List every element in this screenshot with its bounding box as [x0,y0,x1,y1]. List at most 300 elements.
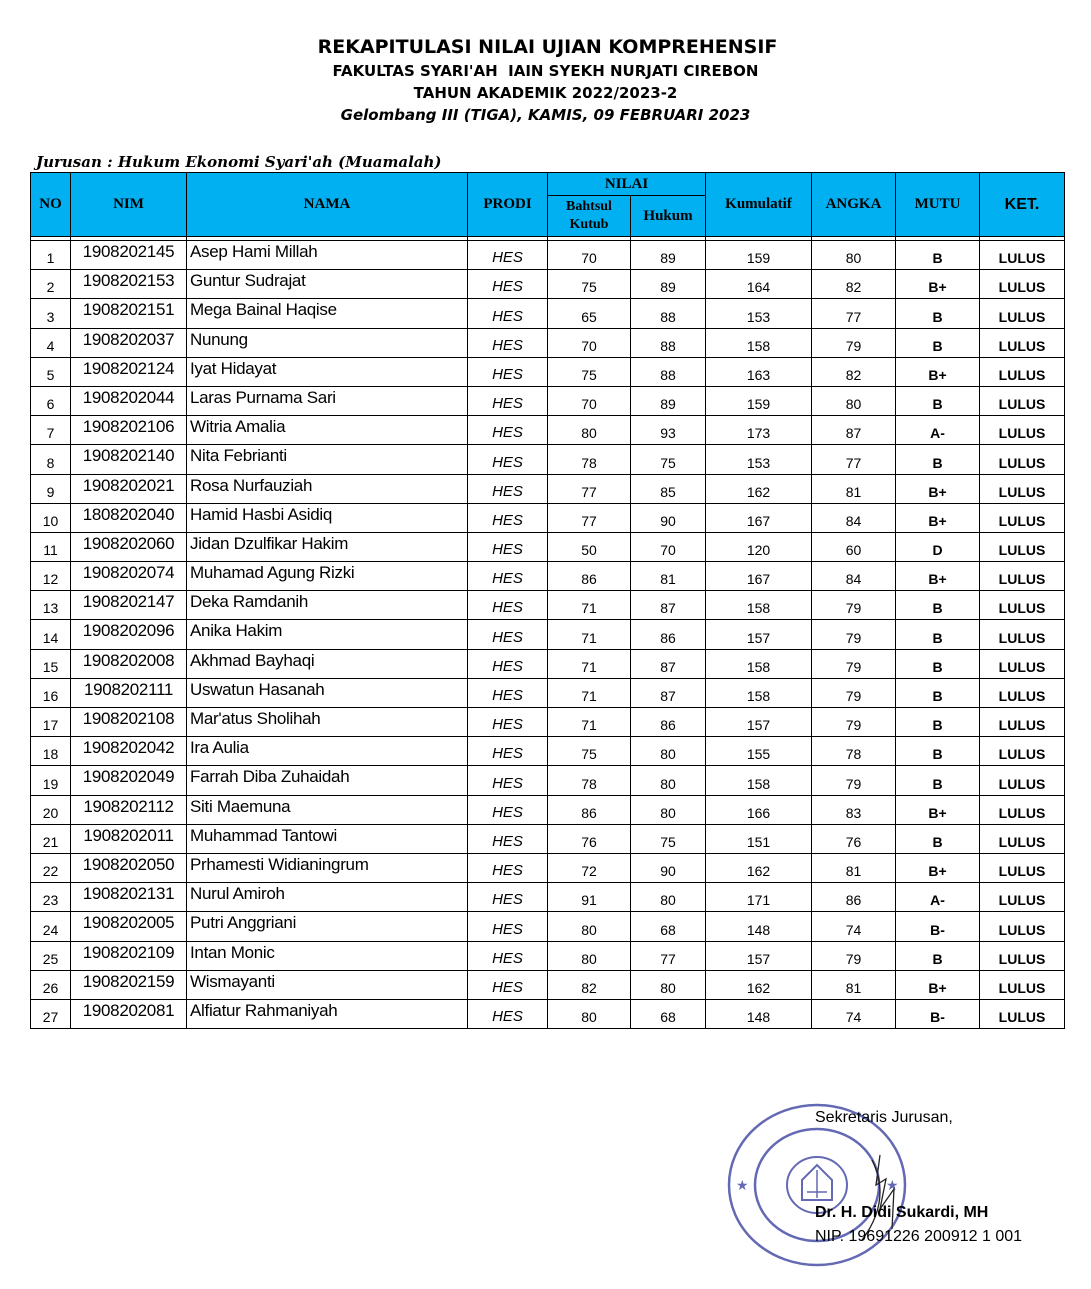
ket-cell: LULUS [980,678,1065,707]
nim-cell: 1908202050 [71,853,187,882]
ket-cell: LULUS [980,708,1065,737]
angka-cell: 74 [812,999,896,1028]
hukum-cell: 88 [631,299,706,328]
mutu-cell: B [896,649,980,678]
kumulatif-cell: 158 [706,328,812,357]
angka-cell: 83 [812,795,896,824]
angka-cell: 86 [812,883,896,912]
bahtsul-cell: 71 [548,620,631,649]
kumulatif-cell: 159 [706,241,812,270]
mutu-cell: B+ [896,853,980,882]
academic-year-line: TAHUN AKADEMIK 2022/2023-2 [413,84,678,102]
ket-cell: LULUS [980,445,1065,474]
hukum-cell: 89 [631,270,706,299]
kumulatif-cell: 153 [706,299,812,328]
prodi-cell: HES [468,912,548,941]
mutu-cell: B+ [896,357,980,386]
mutu-cell: B [896,766,980,795]
angka-cell: 84 [812,562,896,591]
mutu-cell: B+ [896,562,980,591]
hukum-cell: 89 [631,241,706,270]
angka-cell: 74 [812,912,896,941]
document-title: REKAPITULASI NILAI UJIAN KOMPREHENSIF [317,36,778,58]
angka-cell: 78 [812,737,896,766]
ket-cell: LULUS [980,270,1065,299]
mutu-cell: B+ [896,795,980,824]
prodi-cell: HES [468,445,548,474]
mutu-cell: B [896,678,980,707]
nim-cell: 1908202021 [71,474,187,503]
mutu-cell: B+ [896,970,980,999]
name-cell: Akhmad Bayhaqi [187,649,468,678]
name-cell: Mega Bainal Haqise [187,299,468,328]
angka-cell: 80 [812,241,896,270]
name-cell: Wismayanti [187,970,468,999]
hukum-cell: 87 [631,649,706,678]
prodi-cell: HES [468,678,548,707]
bahtsul-cell: 75 [548,357,631,386]
prodi-cell: HES [468,824,548,853]
kumulatif-cell: 151 [706,824,812,853]
prodi-cell: HES [468,357,548,386]
angka-cell: 79 [812,620,896,649]
table-row [31,241,1065,270]
hukum-cell: 75 [631,824,706,853]
name-cell: Muhammad Tantowi [187,824,468,853]
table-row [31,299,1065,328]
nim-cell: 1908202108 [71,708,187,737]
name-cell: Prhamesti Widianingrum [187,853,468,882]
kumulatif-cell: 155 [706,737,812,766]
col-nama: NAMA [187,173,468,237]
ket-cell: LULUS [980,416,1065,445]
grades-table [30,172,1065,1029]
prodi-cell: HES [468,941,548,970]
name-cell: Laras Purnama Sari [187,386,468,415]
mutu-cell: D [896,532,980,561]
row-number: 10 [31,503,71,532]
angka-cell: 60 [812,532,896,561]
mutu-cell: B [896,386,980,415]
grades-table-body [31,237,1065,1029]
name-cell: Deka Ramdanih [187,591,468,620]
row-number: 14 [31,620,71,649]
nim-cell: 1908202145 [71,241,187,270]
ket-cell: LULUS [980,970,1065,999]
hukum-cell: 70 [631,532,706,561]
name-cell: Uswatun Hasanah [187,678,468,707]
kumulatif-cell: 159 [706,386,812,415]
name-cell: Hamid Hasbi Asidiq [187,503,468,532]
prodi-cell: HES [468,386,548,415]
row-number: 19 [31,766,71,795]
bahtsul-cell: 86 [548,562,631,591]
hukum-cell: 68 [631,912,706,941]
faculty-line: FAKULTAS SYARI'AH IAIN SYEKH NURJATI CIREBON [332,62,759,80]
hukum-cell: 75 [631,445,706,474]
name-cell: Ira Aulia [187,737,468,766]
ket-cell: LULUS [980,883,1065,912]
row-number: 9 [31,474,71,503]
kumulatif-cell: 171 [706,883,812,912]
row-number: 20 [31,795,71,824]
bahtsul-cell: 71 [548,678,631,707]
bahtsul-cell: 80 [548,941,631,970]
row-number: 8 [31,445,71,474]
angka-cell: 84 [812,503,896,532]
name-cell: Mar'atus Sholihah [187,708,468,737]
nim-cell: 1908202049 [71,766,187,795]
bahtsul-cell: 77 [548,503,631,532]
table-row [31,912,1065,941]
col-nilai: NILAI [548,173,706,196]
kumulatif-cell: 164 [706,270,812,299]
col-no: NO [31,173,71,237]
nim-cell: 1908202131 [71,883,187,912]
kumulatif-cell: 157 [706,620,812,649]
mutu-cell: B [896,737,980,766]
ket-cell: LULUS [980,853,1065,882]
angka-cell: 79 [812,591,896,620]
ket-cell: LULUS [980,503,1065,532]
table-row [31,941,1065,970]
prodi-cell: HES [468,328,548,357]
ket-cell: LULUS [980,328,1065,357]
ket-cell: LULUS [980,241,1065,270]
prodi-cell: HES [468,503,548,532]
prodi-cell: HES [468,620,548,649]
ket-cell: LULUS [980,649,1065,678]
prodi-cell: HES [468,970,548,999]
table-row [31,386,1065,415]
signature-name: Dr. H. Didi Sukardi, MH [815,1204,989,1221]
hukum-cell: 88 [631,357,706,386]
angka-cell: 81 [812,853,896,882]
mutu-cell: B [896,824,980,853]
prodi-cell: HES [468,299,548,328]
bahtsul-cell: 65 [548,299,631,328]
hukum-cell: 81 [631,562,706,591]
name-cell: Iyat Hidayat [187,357,468,386]
bahtsul-cell: 80 [548,999,631,1028]
nim-cell: 1908202159 [71,970,187,999]
name-cell: Alfiatur Rahmaniyah [187,999,468,1028]
prodi-cell: HES [468,416,548,445]
prodi-cell: HES [468,270,548,299]
mutu-cell: B+ [896,270,980,299]
nim-cell: 1908202005 [71,912,187,941]
bahtsul-cell: 71 [548,708,631,737]
angka-cell: 79 [812,766,896,795]
bahtsul-cell: 71 [548,649,631,678]
name-cell: Anika Hakim [187,620,468,649]
table-row [31,766,1065,795]
col-ket: KET. [980,173,1065,237]
ket-cell: LULUS [980,824,1065,853]
angka-cell: 79 [812,328,896,357]
signature-nip: NIP. 19691226 200912 1 001 [815,1228,1023,1245]
kumulatif-cell: 173 [706,416,812,445]
prodi-cell: HES [468,737,548,766]
hukum-cell: 90 [631,853,706,882]
nim-cell: 1908202042 [71,737,187,766]
mutu-cell: A- [896,883,980,912]
ket-cell: LULUS [980,620,1065,649]
name-cell: Asep Hami Millah [187,241,468,270]
hukum-cell: 80 [631,766,706,795]
hukum-cell: 68 [631,999,706,1028]
table-row [31,824,1065,853]
name-cell: Witria Amalia [187,416,468,445]
table-row [31,970,1065,999]
hukum-cell: 87 [631,678,706,707]
col-mutu: MUTU [896,173,980,237]
row-number: 18 [31,737,71,766]
jurusan-label: Jurusan : Hukum Ekonomi Syari'ah (Muamalah) [36,153,442,171]
kumulatif-cell: 157 [706,941,812,970]
ket-cell: LULUS [980,357,1065,386]
kumulatif-cell: 162 [706,970,812,999]
mutu-cell: B [896,620,980,649]
kumulatif-cell: 167 [706,503,812,532]
mutu-cell: B- [896,912,980,941]
prodi-cell: HES [468,591,548,620]
row-number: 7 [31,416,71,445]
prodi-cell: HES [468,883,548,912]
name-cell: Nurul Amiroh [187,883,468,912]
bahtsul-cell: 86 [548,795,631,824]
nim-cell: 1908202140 [71,445,187,474]
ket-cell: LULUS [980,562,1065,591]
mutu-cell: B [896,941,980,970]
wave-line: Gelombang III (TIGA), KAMIS, 09 FEBRUARI 2023 [340,106,751,124]
bahtsul-cell: 71 [548,591,631,620]
table-row [31,357,1065,386]
angka-cell: 76 [812,824,896,853]
kumulatif-cell: 158 [706,766,812,795]
mutu-cell: B- [896,999,980,1028]
mutu-cell: B [896,708,980,737]
row-number: 3 [31,299,71,328]
hukum-cell: 89 [631,386,706,415]
row-number: 5 [31,357,71,386]
mutu-cell: B+ [896,503,980,532]
row-number: 16 [31,678,71,707]
col-kumulatif: Kumulatif [706,173,812,237]
bahtsul-cell: 70 [548,386,631,415]
hukum-cell: 85 [631,474,706,503]
nim-cell: 1908202151 [71,299,187,328]
row-number: 15 [31,649,71,678]
bahtsul-cell: 70 [548,241,631,270]
ket-cell: LULUS [980,386,1065,415]
col-nim: NIM [71,173,187,237]
row-number: 1 [31,241,71,270]
table-row [31,270,1065,299]
hukum-cell: 88 [631,328,706,357]
row-number: 4 [31,328,71,357]
kumulatif-cell: 162 [706,853,812,882]
nim-cell: 1908202109 [71,941,187,970]
bahtsul-cell: 72 [548,853,631,882]
prodi-cell: HES [468,562,548,591]
angka-cell: 77 [812,299,896,328]
prodi-cell: HES [468,532,548,561]
ket-cell: LULUS [980,299,1065,328]
signature-role: Sekretaris Jurusan, [815,1109,953,1126]
nim-cell: 1808202040 [71,503,187,532]
bahtsul-cell: 78 [548,766,631,795]
svg-text:★: ★ [886,1178,899,1194]
angka-cell: 77 [812,445,896,474]
bahtsul-cell: 82 [548,970,631,999]
row-number: 11 [31,532,71,561]
table-row [31,708,1065,737]
prodi-cell: HES [468,708,548,737]
table-row [31,883,1065,912]
bahtsul-cell: 50 [548,532,631,561]
name-cell: Nita Febrianti [187,445,468,474]
ket-cell: LULUS [980,999,1065,1028]
table-row [31,678,1065,707]
table-row [31,416,1065,445]
kumulatif-cell: 162 [706,474,812,503]
bahtsul-cell: 80 [548,912,631,941]
row-number: 26 [31,970,71,999]
col-prodi: PRODI [468,173,548,237]
angka-cell: 81 [812,474,896,503]
kumulatif-cell: 158 [706,649,812,678]
kumulatif-cell: 158 [706,591,812,620]
row-number: 25 [31,941,71,970]
hukum-cell: 93 [631,416,706,445]
angka-cell: 81 [812,970,896,999]
ket-cell: LULUS [980,795,1065,824]
row-number: 17 [31,708,71,737]
nim-cell: 1908202147 [71,591,187,620]
angka-cell: 79 [812,941,896,970]
angka-cell: 79 [812,678,896,707]
bahtsul-cell: 75 [548,270,631,299]
nim-cell: 1908202096 [71,620,187,649]
angka-cell: 82 [812,357,896,386]
prodi-cell: HES [468,795,548,824]
nim-cell: 1908202060 [71,532,187,561]
ket-cell: LULUS [980,766,1065,795]
mutu-cell: B [896,445,980,474]
nim-cell: 1908202074 [71,562,187,591]
name-cell: Muhamad Agung Rizki [187,562,468,591]
bahtsul-cell: 75 [548,737,631,766]
bahtsul-cell: 78 [548,445,631,474]
kumulatif-cell: 158 [706,678,812,707]
name-cell: Putri Anggriani [187,912,468,941]
table-row [31,999,1065,1028]
table-row [31,737,1065,766]
ket-cell: LULUS [980,532,1065,561]
kumulatif-cell: 153 [706,445,812,474]
row-number: 23 [31,883,71,912]
bahtsul-cell: 80 [548,416,631,445]
prodi-cell: HES [468,649,548,678]
prodi-cell: HES [468,241,548,270]
hukum-cell: 77 [631,941,706,970]
ket-cell: LULUS [980,941,1065,970]
hukum-cell: 80 [631,795,706,824]
mutu-cell: B [896,328,980,357]
nim-cell: 1908202124 [71,357,187,386]
angka-cell: 80 [812,386,896,415]
kumulatif-cell: 148 [706,912,812,941]
table-row [31,445,1065,474]
hukum-cell: 86 [631,708,706,737]
table-row [31,328,1065,357]
kumulatif-cell: 166 [706,795,812,824]
nim-cell: 1908202044 [71,386,187,415]
nim-cell: 1908202106 [71,416,187,445]
row-number: 12 [31,562,71,591]
bahtsul-cell: 70 [548,328,631,357]
row-number: 21 [31,824,71,853]
prodi-cell: HES [468,766,548,795]
table-row [31,853,1065,882]
angka-cell: 87 [812,416,896,445]
nim-cell: 1908202008 [71,649,187,678]
mutu-cell: B+ [896,474,980,503]
name-cell: Farrah Diba Zuhaidah [187,766,468,795]
row-number: 2 [31,270,71,299]
nim-cell: 1908202037 [71,328,187,357]
row-number: 6 [31,386,71,415]
row-number: 24 [31,912,71,941]
hukum-cell: 80 [631,970,706,999]
col-bahtsul: Bahtsul Kutub [548,196,631,237]
kumulatif-cell: 157 [706,708,812,737]
angka-cell: 79 [812,708,896,737]
hukum-cell: 80 [631,737,706,766]
table-row [31,532,1065,561]
nim-cell: 1908202112 [71,795,187,824]
angka-cell: 79 [812,649,896,678]
hukum-cell: 87 [631,591,706,620]
row-number: 13 [31,591,71,620]
bahtsul-cell: 91 [548,883,631,912]
table-row [31,620,1065,649]
name-cell: Nunung [187,328,468,357]
kumulatif-cell: 120 [706,532,812,561]
mutu-cell: A- [896,416,980,445]
name-cell: Rosa Nurfauziah [187,474,468,503]
name-cell: Intan Monic [187,941,468,970]
name-cell: Jidan Dzulfikar Hakim [187,532,468,561]
table-row [31,503,1065,532]
ket-cell: LULUS [980,591,1065,620]
name-cell: Guntur Sudrajat [187,270,468,299]
table-row [31,591,1065,620]
mutu-cell: B [896,299,980,328]
prodi-cell: HES [468,853,548,882]
bahtsul-cell: 77 [548,474,631,503]
table-row [31,649,1065,678]
hukum-cell: 80 [631,883,706,912]
nim-cell: 1908202011 [71,824,187,853]
prodi-cell: HES [468,474,548,503]
col-angka: ANGKA [812,173,896,237]
table-row [31,562,1065,591]
mutu-cell: B [896,241,980,270]
kumulatif-cell: 163 [706,357,812,386]
svg-text:★: ★ [736,1178,749,1194]
